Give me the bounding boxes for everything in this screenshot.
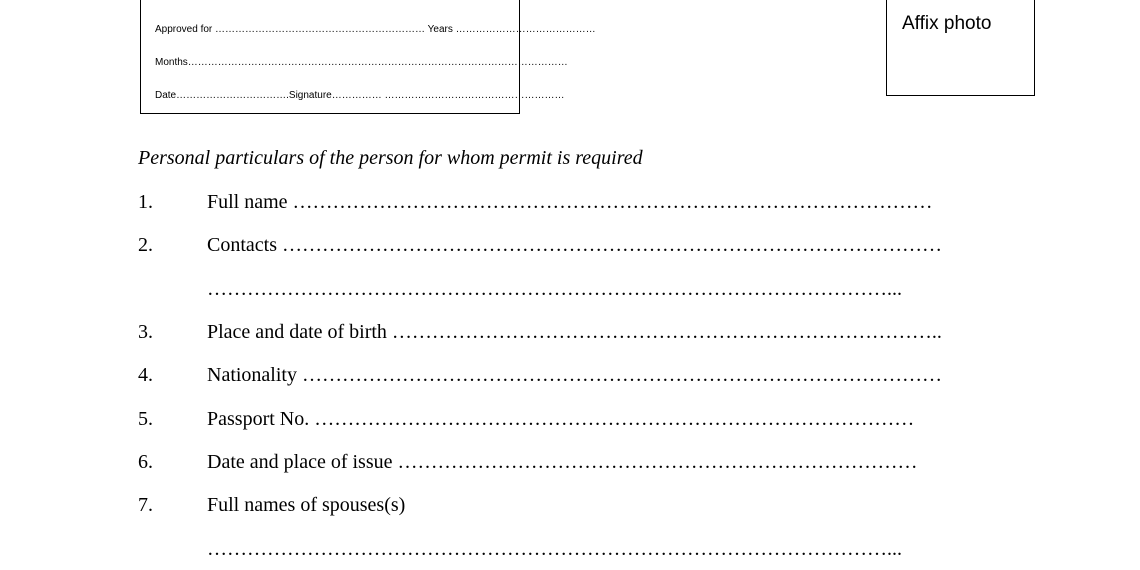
date-signature-line[interactable]: Date…………………………….Signature…………… ……………………………………………… <box>155 90 565 101</box>
affix-photo-box <box>886 0 1035 96</box>
item-number: 1. <box>138 191 153 213</box>
place-date-of-birth-field[interactable]: Place and date of birth ……………………………………………………………………….. <box>207 321 942 343</box>
item-number: 3. <box>138 321 153 343</box>
contacts-continuation-field[interactable]: …………………………………………………………………………………………... <box>207 278 902 300</box>
item-number: 5. <box>138 408 153 430</box>
passport-no-field[interactable]: Passport No. ……………………………………………………………………………… <box>207 408 915 430</box>
months-line[interactable]: Months…………………………………………………………………………………………………… <box>155 57 568 68</box>
item-number: 6. <box>138 451 153 473</box>
official-use-box <box>140 0 596 114</box>
date-place-of-issue-field[interactable]: Date and place of issue …………………………………………………………………… <box>207 451 918 473</box>
contacts-field[interactable]: Contacts ……………………………………………………………………………………… <box>207 234 942 256</box>
full-name-field[interactable]: Full name …………………………………………………………………………………… <box>207 191 933 213</box>
affix-photo-label: Affix photo <box>902 13 992 34</box>
spouse-names-field[interactable]: …………………………………………………………………………………………... <box>207 538 902 560</box>
section-heading: Personal particulars of the person for whom permit is required <box>138 147 643 169</box>
item-number: 7. <box>138 494 153 516</box>
item-number: 4. <box>138 364 153 386</box>
approved-for-line[interactable]: Approved for ……………………………………………………… Years …………………………………… <box>155 24 596 35</box>
item-number: 2. <box>138 234 153 256</box>
spouse-names-label: Full names of spouses(s) <box>207 494 406 516</box>
nationality-field[interactable]: Nationality …………………………………………………………………………………… <box>207 364 942 386</box>
